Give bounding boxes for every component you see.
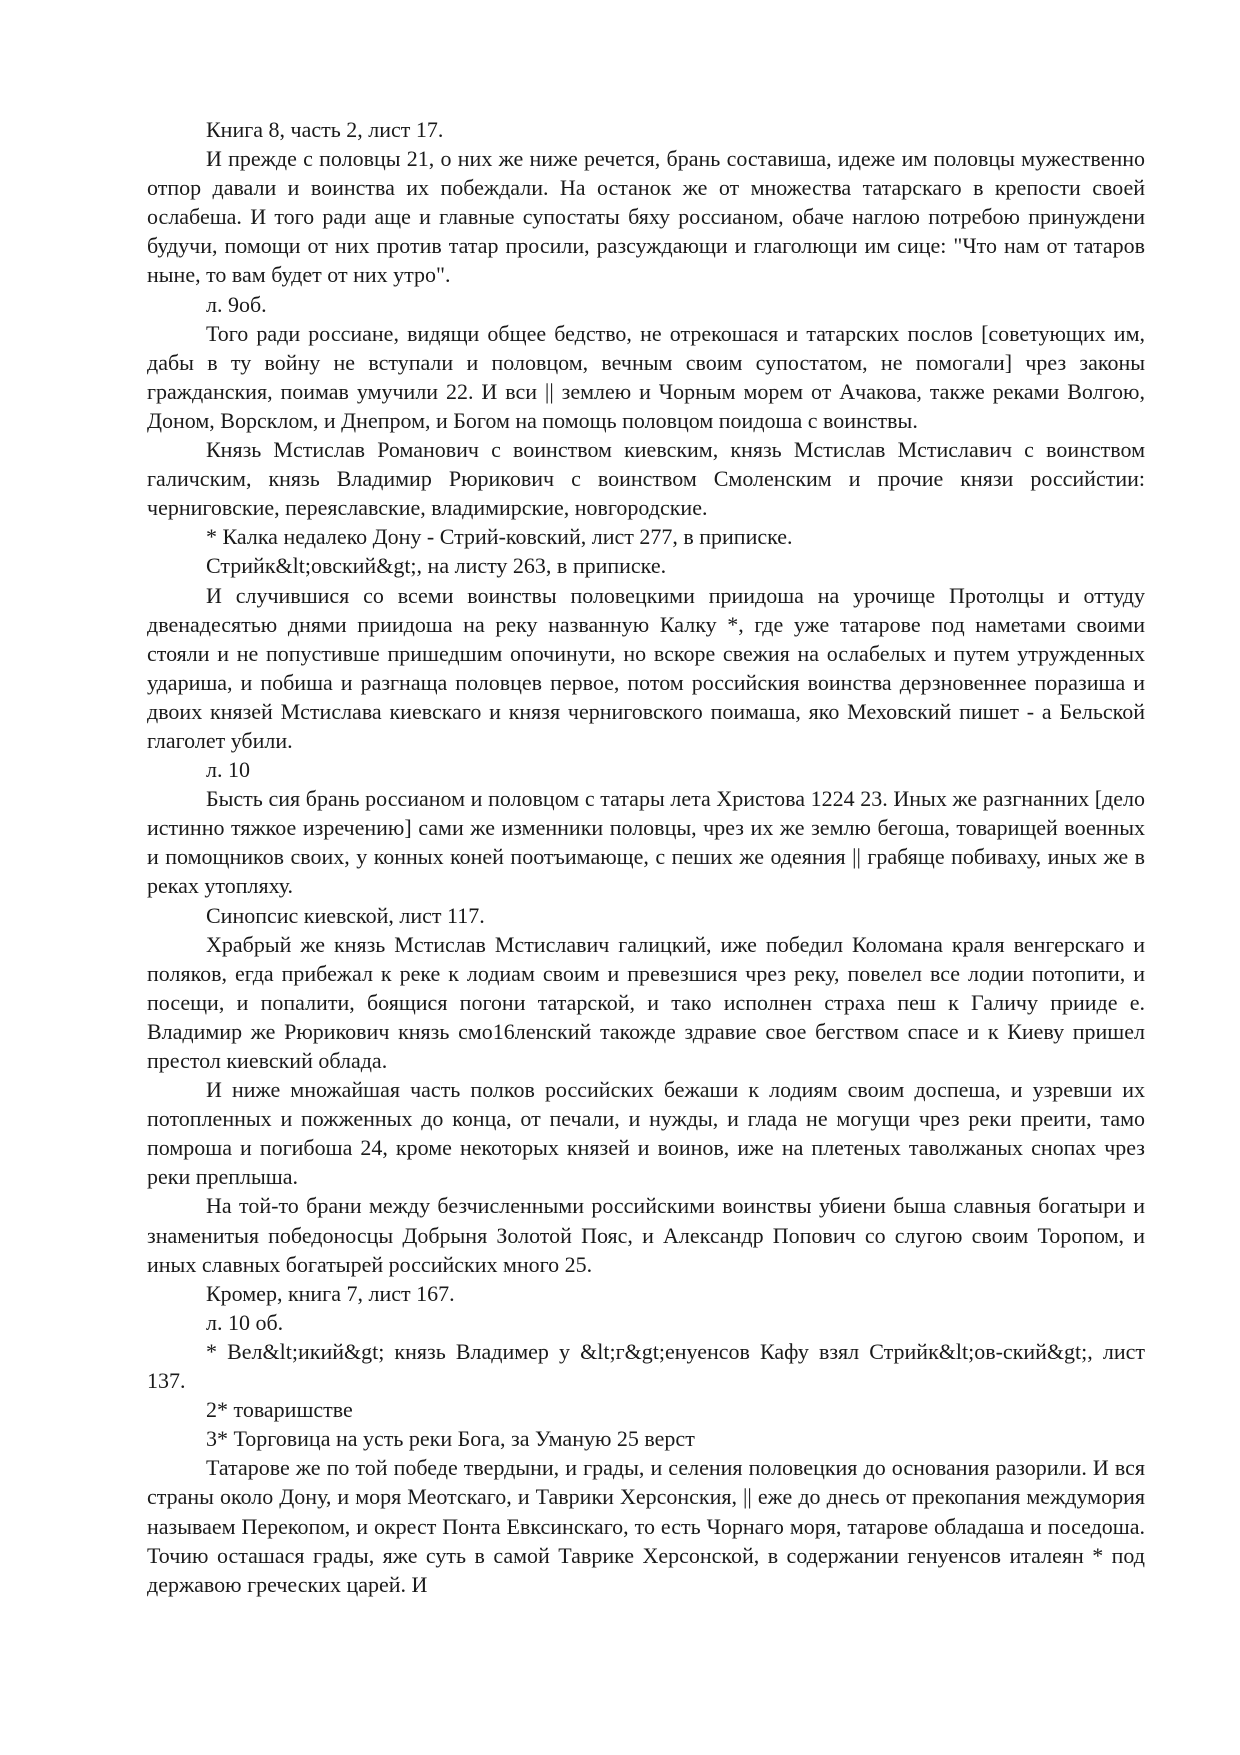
paragraph-footnote-stryjkowski: Стрийк&lt;овский&gt;, на листу 263, в приписке.: [206, 553, 667, 579]
paragraph-battle-year: Бысть сия брань россианом и половцом с татары лета Христова 1224 23. Иных же разгнанних [дело истинно тяжкое изречению] сами же изменники половцы, чрез их же землю бегоша, товарищей военных и помощников своих, у конных коней поотъимающе, с пеших же одеяния || грабяще побиваху, иных же в реках утопляху.: [147, 786, 1145, 899]
document-body: [147, 115, 1145, 1599]
paragraph-leaf-marker: л. 10: [206, 757, 250, 783]
paragraph-bogatyri: На той-то брани между безчисленными российскими воинствы убиени быша славныя богатыри и знаменитыя победоносцы Добрыня Золотой Пояс, и Александр Попович со слугою своим Торопом, и иных славных богатырей российских много 25.: [147, 1193, 1145, 1277]
paragraph-source-ref: Кромер, книга 7, лист 167.: [206, 1280, 455, 1306]
paragraph-footnote-3: 3* Торговица на усть реки Бога, за Уманую 25 верст: [206, 1426, 695, 1452]
paragraph-leaf-marker: л. 9об.: [206, 291, 267, 317]
paragraph-footnote-2: 2* товаришстве: [206, 1397, 353, 1423]
paragraph-leaf-marker: л. 10 об.: [206, 1309, 284, 1335]
paragraph-mstislav-galitsky: Храбрый же князь Мстислав Мстиславич галицкий, иже победил Коломана краля венгерскаго и поляков, егда прибежал к реке к лодиам своим и превезшися чрез реку, повелел все лодии потопити, и посещи, и попалити, боящися погони татарской, и тако исполнен страха пеш к Галичу прииде е. Владимир же Рюрикович князь смо16ленский такожде здравие свое бегством спасе и к Киеву пришел престол киевский облада.: [147, 931, 1145, 1073]
paragraph-princes-list: Князь Мстислав Романович с воинством киевским, князь Мстислав Мстиславич с воинством галичским, князь Владимир Рюрикович с воинством Смоленским и прочие князи российстии: черниговские, переяславские, владимирские, новгородские.: [147, 437, 1145, 521]
paragraph-footnote-kafa: * Вел&lt;икий&gt; князь Владимер у &lt;г&gt;енуенсов Кафу взял Стрийк&lt;ов-ский&gt;, лист 137.: [147, 1338, 1145, 1394]
paragraph-kalka-battle: И случившися со всеми воинствы половецкими приидоша на урочище Протолцы и оттуду двенадесятью днями приидоша на реку названную Калку *, где уже татарове под наметами своими стояли и не попустивше пришедшим опочинути, но вскоре свежия на ослабелых и путем утружденных удариша, и побиша и разгнаща половцев первое, потом российския воинства дерзновеннее поразиша и двоих князей Мстислава киевскаго и князя черниговского поимаша, яко Меховский пишет - а Бельской глаголет убили.: [147, 582, 1145, 753]
paragraph-tatars-conquest: Татарове же по той победе твердыни, и грады, и селения половецкия до основания разорили. И вся страны около Дону, и моря Меотскаго, и Таврики Херсонския, || еже до днесь от прекопания междумория называем Перекопом, и окрест Понта Евксинскаго, то есть Чорнаго моря, татарове обладаша и поседоша. Точию осташася грады, яже суть в самой Таврике Херсонской, в содержании генуенсов италеян * под державою греческих царей. И: [147, 1455, 1145, 1597]
paragraph-source-ref: Книга 8, часть 2, лист 17.: [206, 117, 444, 142]
paragraph-rossiane-campaign: Того ради россиане, видящи общее бедство, не отрекошася и татарских послов [советующих им, дабы в ту войну не вступали и половцом, вечным своим супостатом, не помогали] чрез законы гражданския, поимав умучили 22. И вси || землею и Чорным морем от Ачакова, также реками Волгою, Доном, Ворсклом, и Днепром, и Богом на помощь половцом поидоша с воинствы.: [147, 320, 1145, 433]
paragraph-source-ref: Синопсис киевской, лист 117.: [206, 902, 485, 928]
paragraph-regiments-flight: И ниже множайшая часть полков российских бежаши к лодиям своим доспеша, и узревши их потопленных и пожженных до конца, от печали, и нужды, и глада не могущи чрез реки преити, тамо помроша и погибоша 24, кроме некоторых князей и воинов, иже на плетеных таволжаных снопах чрез реки преплыша.: [147, 1077, 1145, 1190]
paragraph-polovtsy-battle: И прежде с половцы 21, о них же ниже речется, брань составиша, идеже им половцы мужественно отпор давали и воинства их побеждали. На останок же от множества татарскаго в крепости своей ослабеша. И того ради аще и главные супостаты бяху россианом, обаче наглою потребою принуждени будучи, помощи от них против татар просили, разсуждающи и глаголющи им сице: "Что нам от татаров ныне, то вам будет от них утро".: [147, 146, 1145, 288]
paragraph-footnote-kalka: * Калка недалеко Дону - Стрий-ковский, лист 277, в приписке.: [206, 524, 793, 550]
